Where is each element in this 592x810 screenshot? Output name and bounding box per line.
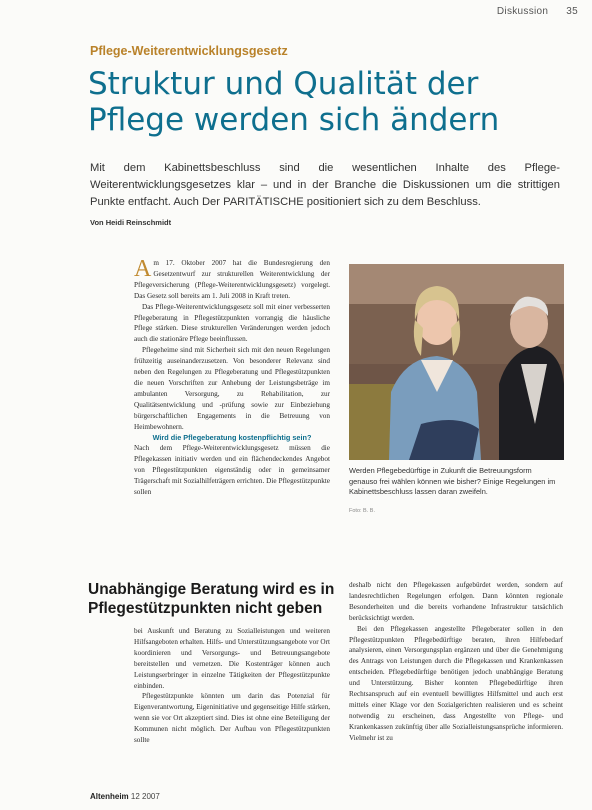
page-header xyxy=(497,6,578,17)
intro-text: m 17. Oktober 2007 hat die Bundesregierung den Gesetzentwurf zur strukturellen Weiterentwicklung der Pflegeversicherung (Pflege-Weiterentwicklungsgesetz) vorgelegt. Das Gesetz soll bereits am 1. Juli 2008 in Kraft treten. xyxy=(134,259,330,300)
drop-cap: A xyxy=(134,256,152,282)
page-number: 35 xyxy=(566,6,578,17)
article-photo xyxy=(349,264,564,460)
magazine-name: Altenheim xyxy=(90,792,129,801)
right-column xyxy=(349,580,563,744)
paragraph-6: Pflegestützpunkte könnten um darin das Potenzial für Eigenverantwortung, Eigeninitiative und gegenseitige Hilfe stärken, wenn sie vor Ort akzeptiert sind. Dies ist ohne eine Beteiligung der Kommunen nicht möglich. Der Aufbau von Pflegestützpunkten sollte xyxy=(134,692,330,745)
photo-credit: Foto: B. B. xyxy=(349,508,375,514)
inline-subhead: Wird die Pflegeberatung kostenpflichtig sein? xyxy=(152,432,312,442)
left-column-top xyxy=(134,258,330,498)
page-footer xyxy=(90,792,160,801)
paragraph-4: Nach dem Pflege-Weiterentwicklungsgesetz müssen die Pflegekassen initiativ werden und ein flächendeckendes Angebot von Pflegestützpunkten eigenständig oder in gemeinsamer Trägerschaft mit Sozialhilfeträgern errichten. Die Pflegestützpunkte sollen xyxy=(134,444,330,497)
photo-caption: Werden Pflegebedürftige in Zukunft die Betreuungsform genauso frei wählen können wie bisher? Einige Regelungen im Kabinettsbeschluss lassen daran zweifeln. xyxy=(349,466,556,496)
article-rubric: Pflege-Weiterentwicklungsgesetz xyxy=(90,44,288,58)
article-headline: Struktur und Qualität der Pflege werden sich ändern xyxy=(88,66,500,138)
paragraph-5: bei Auskunft und Beratung zu Sozialleistungen und weiteren Hilfsangeboten erhalten. Hilfs- und Unterstützungsangebote vor Ort koordinieren und Versorgungs- und Betreuungsangebote bereitstellen und vernetzen. Die Kostenträger können auch Leistungserbringer in einzelne Tätigkeiten der Pflegestützpunkte einbinden. xyxy=(134,627,330,690)
left-column-bottom xyxy=(134,626,330,746)
intro-paragraph xyxy=(134,258,330,302)
paragraph-3: Pflegeheime sind mit Sicherheit sich mit den neuen Regelungen frühzeitig auseinanderzusetzen. Von besonderer Relevanz sind neben den Regelungen zu Pflegeberatung und Pflegestützpunkten die neuen Vorschriften zur Anhebung der Leistungsbeträge im ambulanten Versorgung, zu Rehabilitation, zur Qualitätsentwicklung und -prüfung sowie zur Einbeziehung bürgerschaftlichen Engagements in die Betreuung von Heimbewohnern. xyxy=(134,346,330,431)
article-lead: Mit dem Kabinettsbeschluss sind die wesentlichen Inhalte des Pflege-Weiterentwicklungsgesetzes klar – und in der Branche die Diskussionen um die strittigen Punkte entfacht. Auch Der PARITÄTISCHE positioniert sich zu dem Beschluss. xyxy=(90,162,560,208)
section-subhead: Unabhängige Beratung wird es in Pflegestützpunkten nicht geben xyxy=(88,581,335,617)
section-label: Diskussion xyxy=(496,6,549,17)
right-paragraph-1: deshalb nicht den Pflegekassen aufgebürdet werden, sondern auf landesrechtlichen Regelungen erfolgen. Dann könnten regionale Besonderheiten und die bereits vorhandene Infrastruktur tatsächlich berücksichtigt werden. xyxy=(349,581,563,622)
article-byline: Von Heidi Reinschmidt xyxy=(90,218,172,227)
photo-caregiver-and-senior xyxy=(349,264,564,460)
right-paragraph-2: Bei den Pflegekassen angestellte Pflegeberater sollen in den Pflegestützpunkten Pflegebedürftige beraten, ihren Hilfebedarf analysieren, einen Versorgungsplan ergänzen und über die Genehmigung des Antrags von Leistungen durch die Pflegekassen und Krankenkassen entscheiden. Pflegebedürftige benötigen jedoch unabhängige Beratung und Unterstützung. Bisher konnten Pflegebedürftige ihren Rechtsanspruch auf ein eventuell bewilligtes Hilfsmittel und auch erst mittels einer Klage vor den Sozialgerichten realisieren und es scheint notwendig zu erscheinen, dass Angestellte von Pflege- und Krankenkassen zukünftig über alle Sozialleistungsansprüche informieren. Vielmehr ist zu xyxy=(349,624,563,742)
issue-label: 12 2007 xyxy=(130,792,160,801)
paragraph-2: Das Pflege-Weiterentwicklungsgesetz soll mit einer verbesserten Pflegeberatung in Pflegestützpunkten vorrangig die häusliche Pflege stärken. Diese strukturellen Veränderungen werden jedoch auch die stationäre Pflege beeinflussen. xyxy=(134,302,330,344)
